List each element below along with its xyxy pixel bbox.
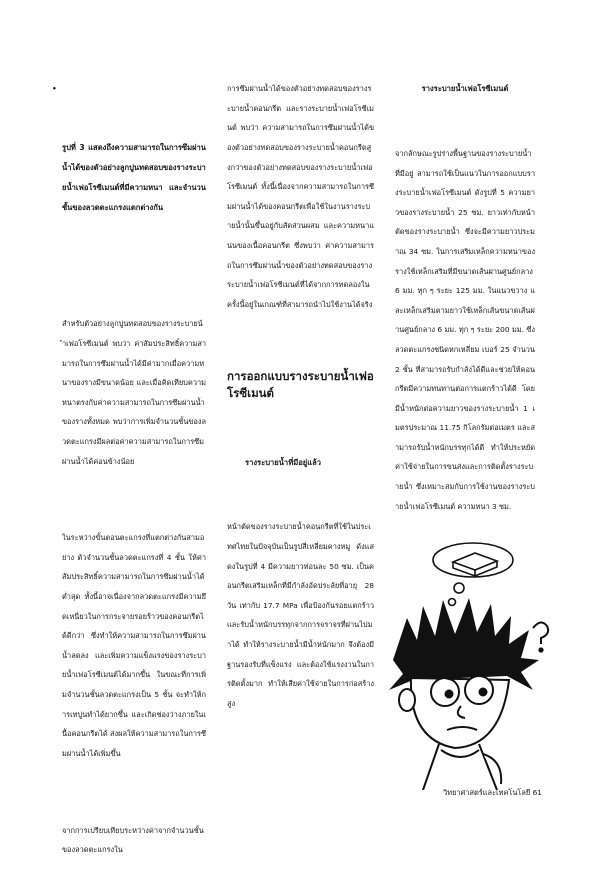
left-column [52, 40, 207, 879]
right-column [395, 40, 538, 536]
boy-hair [389, 598, 539, 690]
boy-body [423, 744, 501, 790]
thought-bubble [433, 543, 513, 606]
thinking-cartoon-illustration [383, 540, 558, 790]
paragraph: จากลักษณะรูปร่างพื้นฐานของรางระบายน้ำที่มีอยู่ สามารถใช้เป็นแนวในการออกแบบรางระบายน้ำเฟอโรซีเมนต์ ดังรูปที่ 5 ความยาวของรางระบายน้ำ 25 ซม. ยาวเท่ากับหน้าตัดของรางระบายน้ำ ซึ่งจะมีความยาวประมาณ 34 ซม. ในการเสริมเหล็กความหนาของรางใช้เหล็กเสริมที่มีขนาดเส้นผ่านศูนย์กลาง 6 มม. ทุก ๆ ระยะ 125 มม. ในแนวขวาง และเหล็กเสริมตามยาวใช้เหล็กเส้นขนาดเส้นผ่านศูนย์กลาง 6 มม. ทุก ๆ ระยะ 200 มม. ซึ่งลวดตะแกรงชนิดหกเหลี่ยม เบอร์ 25 จำนวน 2 ชั้น ที่สามารถรับกำลังได้ดีและช่วยให้คอนกรีตมีความทนทานต่อการแตกร้าวได้ดี โดยมีน้ำหนักต่อความยาวของรางระบายน้ำ 1 เมตรประมาณ 11.75 กิโลกรัมต่อเมตร และสามารถรับน้ำหนักบรรทุกได้ดี ทำให้ประหยัดค่าใช้จ่ายในการขนส่งและการติดตั้งรางระบายน้ำ ซึ่งเหมาะสมกับการใช้งานของรางระบายน้ำเฟอโรซีเมนต์ ความหนา 3 ซม. [395, 148, 538, 511]
paragraph: หน้าตัดของรางระบายน้ำคอนกรีตที่ใช้ในประเทศไทยในปัจจุบันเป็นรูปสี่เหลี่ยมคางหมู ดังแสดงในรูปที่ 4 มีความยาวท่อนละ 50 ซม. เป็นคอนกรีตเสริมเหล็กที่มีกำลังอัดประลัยที่อายุ 28 วัน เท่ากับ 17.7 MPa เพื่อป้องกันรอยแตกร้าวและรับน้ำหนักบรรทุกจากการจราจรที่ผ่านไปมาได้ ทำให้รางระบายน้ำมีน้ำหนักมาก จึงต้องมีฐานรองรับที่แข็งแรง และต้องใช้แรงงานในการติดตั้งมาก ทำให้เสียค่าใช้จ่ายในการก่อสร้างสูง [227, 522, 377, 708]
boy-face [399, 676, 509, 748]
paragraph: การซึมผ่านน้ำได้ของตัวอย่างทดสอบของรางระบายน้ำคอนกรีต และรางระบายน้ำเฟอโรซีเมนต์ พบว่า ความสามารถในการซึมผ่านน้ำได้ของตัวอย่างทดสอบของรางระบายน้ำคอนกรีตสูงกว่าของตัวอย่างทดสอบของรางระบายน้ำเฟอโรซีเมนต์ ทั้งนี้เนื่องจากความสามารถในการซึมผ่านน้ำได้ของคอนกรีตเพื่อใช้ในงานรางระบายน้ำนั้นขึ้นอยู่กับสัดส่วนผสม และความหนาแน่นของเนื้อคอนกรีต ซึ่งพบว่า ค่าความสามารถในการซึมผ่านน้ำของตัวอย่างทดสอบของรางระบายน้ำเฟอโรซีเมนต์ที่ได้จากการทดลองในครั้งนี้อยู่ในเกณฑ์ที่สามารถนำไปใช้งานได้จริง [227, 84, 374, 309]
middle-column [227, 40, 377, 733]
caption-bullet: • [52, 84, 57, 94]
question-marks [533, 622, 548, 651]
section-title: การออกแบบรางระบายน้ำเฟอโรซีเมนต์ [227, 368, 374, 400]
paragraph: จากการเปรียบเทียบระหว่างค่าจากจำนวนชั้นของลวดตะแกรงใน [62, 825, 204, 855]
paragraph: สำหรับตัวอย่างลูกปูนทดสอบของรางระบายน้ำเฟอโรซีเมนต์ พบว่า ค่าสัมประสิทธิ์ความสามารถในการซึมผ่านน้ำได้มีค่ามากเมื่อความหนาของรางมีขนาดน้อย และเมื่อคิดเทียบความหนาตรงกับค่าความสามารถในการซึมผ่านน้ำของรางทั้งหมด พบว่าการเพิ่มจำนวนชั้นของลวดตะแกรงมีผลต่อค่าความสามารถในการซึมผ่านน้ำได้ค่อนข้างน้อย [62, 319, 206, 466]
figure-caption: รูปที่ 3 แสดงถึงความสามารถในการซึมผ่านน้ำได้ของตัวอย่างลูกปูนทดสอบของรางระบายน้ำเฟอโรซีเมนต์ที่มีความหนา และจำนวนชั้นของลวดตะแกรงแตกต่างกัน [62, 142, 206, 212]
subsection-heading: รางระบายน้ำที่มีอยู่แล้ว [245, 457, 322, 467]
paragraph: ในระหว่างขั้นตอนตะแกรงที่แตกต่างกันสามอย่าง ตัวจำนวนชั้นลวดตะแกรงที่ 4 ชั้น ให้ค่าสัมประสิทธิ์ความสามารถในการซึมผ่านน้ำได้ต่ำสุด ทั้งนี้อาจเนื่องจากลวดตะแกรงมีความยึดเหนี่ยวในการกระจายรอยร้าวของคอนกรีตได้ดีกว่า ซึ่งทำให้ความสามารถในการซึมผ่านน้ำลดลง และเพิ่มความแข็งแรงของรางระบายน้ำเฟอโรซีเมนต์ได้มากขึ้น ในขณะที่การเพิ่มจำนวนชั้นลวดตะแกรงเป็น 5 ชั้น จะทำให้การเทปูนทำได้ยากขึ้น และเกิดช่องว่างภายในเนื้อคอนกรีตได้ ส่งผลให้ความสามารถในการซึมผ่านน้ำได้เพิ่มขึ้น [62, 533, 207, 758]
page-footer: วิทยาศาสตร์และเทคโนโลยี 61 [443, 788, 542, 797]
subsection-heading: รางระบายน้ำเฟอโรซีเมนต์ [421, 84, 509, 94]
